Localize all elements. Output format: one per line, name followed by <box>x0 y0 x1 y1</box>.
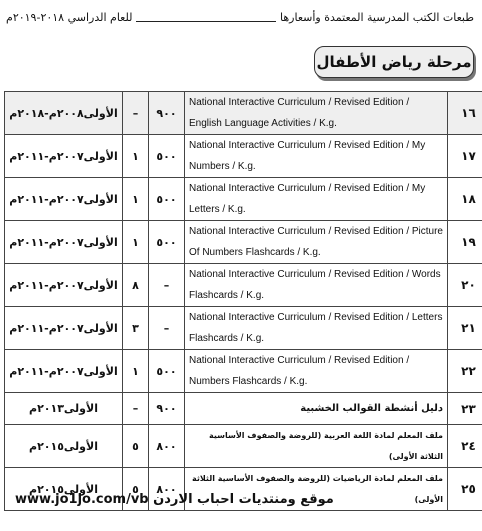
edition-cell: الأولى٢٠٠٧م-٢٠١١م <box>5 135 123 178</box>
header-rule <box>136 13 276 22</box>
title-cell: National Interactive Curriculum / Revised Edition / My Letters / K.g. <box>185 178 448 221</box>
volume-cell: ٥ <box>123 468 149 511</box>
row-number-cell: ١٨ <box>448 178 482 221</box>
price-cell: ٥٠٠ <box>149 135 185 178</box>
table-row <box>5 307 482 350</box>
table-row <box>5 135 482 178</box>
row-number-cell: ٢٥ <box>448 468 482 511</box>
section-title: مرحلة رياض الأطفال <box>316 53 472 71</box>
edition-cell: الأولى٢٠٠٧م-٢٠١١م <box>5 350 123 393</box>
table-row <box>5 178 482 221</box>
title-cell: National Interactive Curriculum / Revised Edition / Picture Of Numbers Flashcards / K.g. <box>185 221 448 264</box>
table-row <box>5 350 482 393</box>
table-row <box>5 425 482 468</box>
volume-cell: ٥ <box>123 425 149 468</box>
title-cell: National Interactive Curriculum / Revised Edition / Numbers Flashcards / K.g. <box>185 350 448 393</box>
title-cell: National Interactive Curriculum / Revised Edition / English Language Activities / K.g. <box>185 92 448 135</box>
edition-cell: الأولى٢٠٠٧م-٢٠١١م <box>5 221 123 264</box>
row-number-cell: ٢٢ <box>448 350 482 393</box>
volume-cell: ١ <box>123 350 149 393</box>
page-header <box>6 6 474 28</box>
row-number-cell: ٢٠ <box>448 264 482 307</box>
table-row <box>5 92 482 135</box>
books-table <box>4 91 482 511</box>
volume-cell: ١ <box>123 178 149 221</box>
edition-cell: الأولى٢٠١٣م <box>5 393 123 425</box>
row-number-cell: ٢٤ <box>448 425 482 468</box>
header-year: للعام الدراسي ٢٠١٨-٢٠١٩م <box>6 10 133 24</box>
row-number-cell: ١٧ <box>448 135 482 178</box>
row-number-cell: ٢١ <box>448 307 482 350</box>
footer-site-link[interactable]: موقع ومنتديات احباب الاردن www.jo1jo.com/vb <box>15 492 334 507</box>
title-cell: National Interactive Curriculum / Revised Edition / Letters Flashcards / K.g. <box>185 307 448 350</box>
row-number-cell: ١٦ <box>448 92 482 135</box>
title-cell: National Interactive Curriculum / Revised Edition / My Numbers / K.g. <box>185 135 448 178</box>
volume-cell: ٨ <box>123 264 149 307</box>
edition-cell: الأولى٢٠٠٧م-٢٠١١م <box>5 178 123 221</box>
edition-cell: الأولى٢٠١٥م <box>5 468 123 511</box>
row-number-cell: ٢٣ <box>448 393 482 425</box>
price-cell: ٩٠٠ <box>149 92 185 135</box>
volume-cell: ١ <box>123 221 149 264</box>
price-cell: ٩٠٠ <box>149 393 185 425</box>
volume-cell: ٣ <box>123 307 149 350</box>
price-cell: ٥٠٠ <box>149 178 185 221</box>
price-cell: – <box>149 307 185 350</box>
table-row <box>5 221 482 264</box>
price-cell: ٨٠٠ <box>149 468 185 511</box>
title-cell: ملف المعلم لمادة الرياضيات (للروضة والصفوف الأساسية الثلاثة الأولى) <box>185 468 448 511</box>
volume-cell: ١ <box>123 135 149 178</box>
price-cell: ٥٠٠ <box>149 350 185 393</box>
price-cell: ٥٠٠ <box>149 221 185 264</box>
price-cell: – <box>149 264 185 307</box>
price-cell: ٨٠٠ <box>149 425 185 468</box>
header-title: طبعات الكتب المدرسية المعتمدة وأسعارها <box>280 10 474 24</box>
volume-cell: – <box>123 393 149 425</box>
row-number-cell: ١٩ <box>448 221 482 264</box>
title-cell: دليل أنشطة القوالب الخشبية <box>185 393 448 425</box>
edition-cell: الأولى٢٠٠٨م-٢٠١٨م <box>5 92 123 135</box>
table-row <box>5 264 482 307</box>
title-cell: ملف المعلم لمادة اللغة العربية (للروضة والصفوف الأساسية الثلاثة الأولى) <box>185 425 448 468</box>
title-cell: National Interactive Curriculum / Revised Edition / Words Flashcards / K.g. <box>185 264 448 307</box>
edition-cell: الأولى٢٠٠٧م-٢٠١١م <box>5 264 123 307</box>
section-title-badge <box>314 46 474 78</box>
table-row <box>5 393 482 425</box>
volume-cell: – <box>123 92 149 135</box>
edition-cell: الأولى٢٠١٥م <box>5 425 123 468</box>
edition-cell: الأولى٢٠٠٧م-٢٠١١م <box>5 307 123 350</box>
